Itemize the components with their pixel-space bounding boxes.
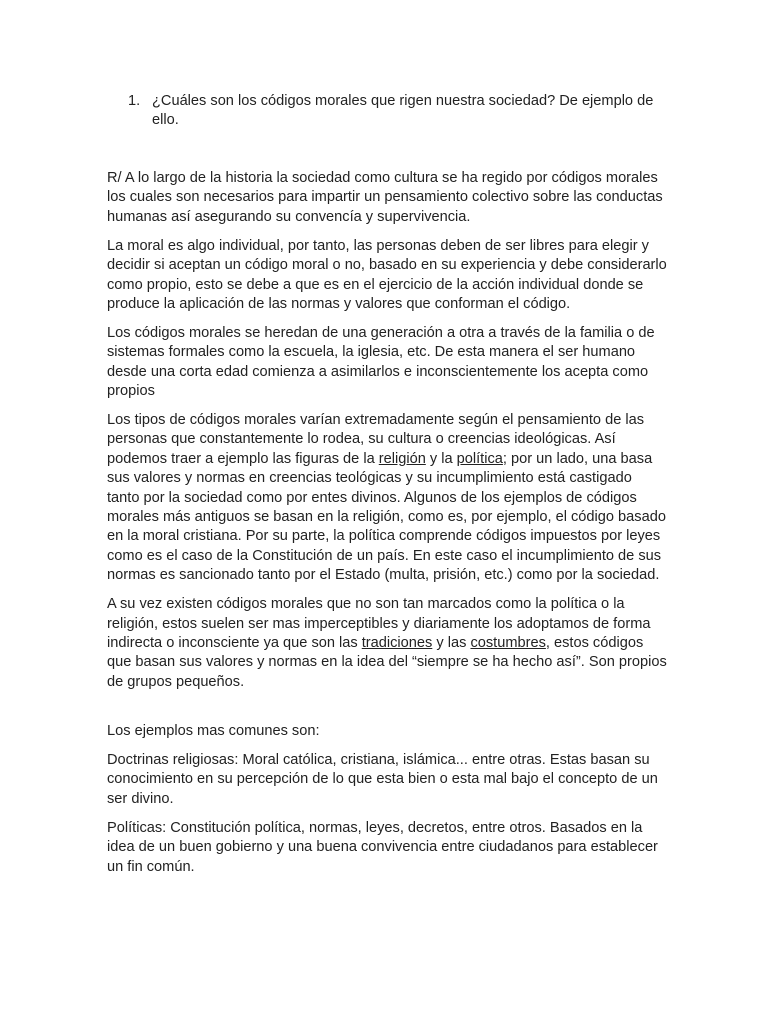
text-segment: y la bbox=[425, 450, 457, 467]
text-segment: y las bbox=[432, 634, 471, 651]
underlined-term-tradiciones: tradiciones bbox=[361, 634, 433, 651]
question-text: ¿Cuáles son los códigos morales que rigen nuestra sociedad? De ejemplo de ello. bbox=[152, 93, 654, 129]
underlined-term-politica: política bbox=[456, 450, 503, 467]
underlined-term-costumbres: costumbres bbox=[470, 634, 546, 651]
paragraph-types bbox=[107, 411, 667, 586]
text-segment: , estos códigos que basan sus valores y normas en la idea del “siempre se ha hecho así”. Son propios de grupos pequeños. bbox=[107, 634, 667, 690]
paragraph-intro: R/ A lo largo de la historia la sociedad como cultura se ha regido por códigos morales los cuales son necesarios para impartir un pensamiento colectivo sobre las conductas humanas así asegurando su convencía y supervivencia. bbox=[107, 170, 663, 225]
question-number: 1. bbox=[128, 93, 141, 109]
paragraph-examples-heading: Los ejemplos mas comunes son: bbox=[107, 723, 320, 740]
paragraph-politics: Políticas: Constitución política, normas, leyes, decretos, entre otros. Basados en la idea de un buen gobierno y una buena convivencia entre ciudadanos para establecer un fin común. bbox=[107, 819, 658, 875]
underlined-term-religion: religión bbox=[378, 450, 426, 467]
paragraph-inheritance: Los códigos morales se heredan de una generación a otra a través de la familia o de sistemas formales como la escuela, la iglesia, etc. De esta manera el ser humano desde una corta edad comienza a asimilarlos e inconscientemente los acepta como propios bbox=[107, 324, 655, 400]
text-segment: A su vez existen códigos morales que no son tan marcados como la política o la religión, estos suelen ser mas imperceptibles y diariamente los adoptamos de forma indirecta o inconsciente ya que son las bbox=[107, 596, 651, 651]
paragraph-moral-individual: La moral es algo individual, por tanto, las personas deben de ser libres para elegir y decidir si aceptan un código moral o no, basado en su experiencia y debe considerarlo como propio, esto se debe a que es en el ejercicio de la acción individual donde se produce la aplicación de las normas y valores que conforman el código. bbox=[107, 237, 667, 312]
question-item bbox=[128, 92, 668, 131]
paragraph-traditions bbox=[107, 595, 667, 692]
document-body bbox=[107, 169, 667, 887]
paragraph-religious-doctrines: Doctrinas religiosas: Moral católica, cristiana, islámica... entre otras. Estas basan su conocimiento en su percepción de lo que esta bien o esta mal bajo el concepto de un ser divino. bbox=[107, 752, 658, 807]
text-segment: Los tipos de códigos morales varían extremadamente según el pensamiento de las personas que constantemente lo rodea, su cultura o creencias ideológicas. Así podemos traer a ejemplo las figuras de la bbox=[107, 411, 645, 467]
text-segment: ; por un lado, una basa sus valores y normas en creencias teológicas y su incumplimiento está castigado tanto por la sociedad como por entes divinos. Algunos de los ejemplos de códigos morales más antiguos se basan en la religión, como es, por ejemplo, el código basado en la moral cristiana. Por su parte, la política comprende códigos impuestos por leyes como es el caso de la Constitución de un país. En este caso el incumplimiento de sus normas es sancionado tanto por el Estado (multa, prisión, etc.) como por la sociedad. bbox=[107, 450, 666, 584]
